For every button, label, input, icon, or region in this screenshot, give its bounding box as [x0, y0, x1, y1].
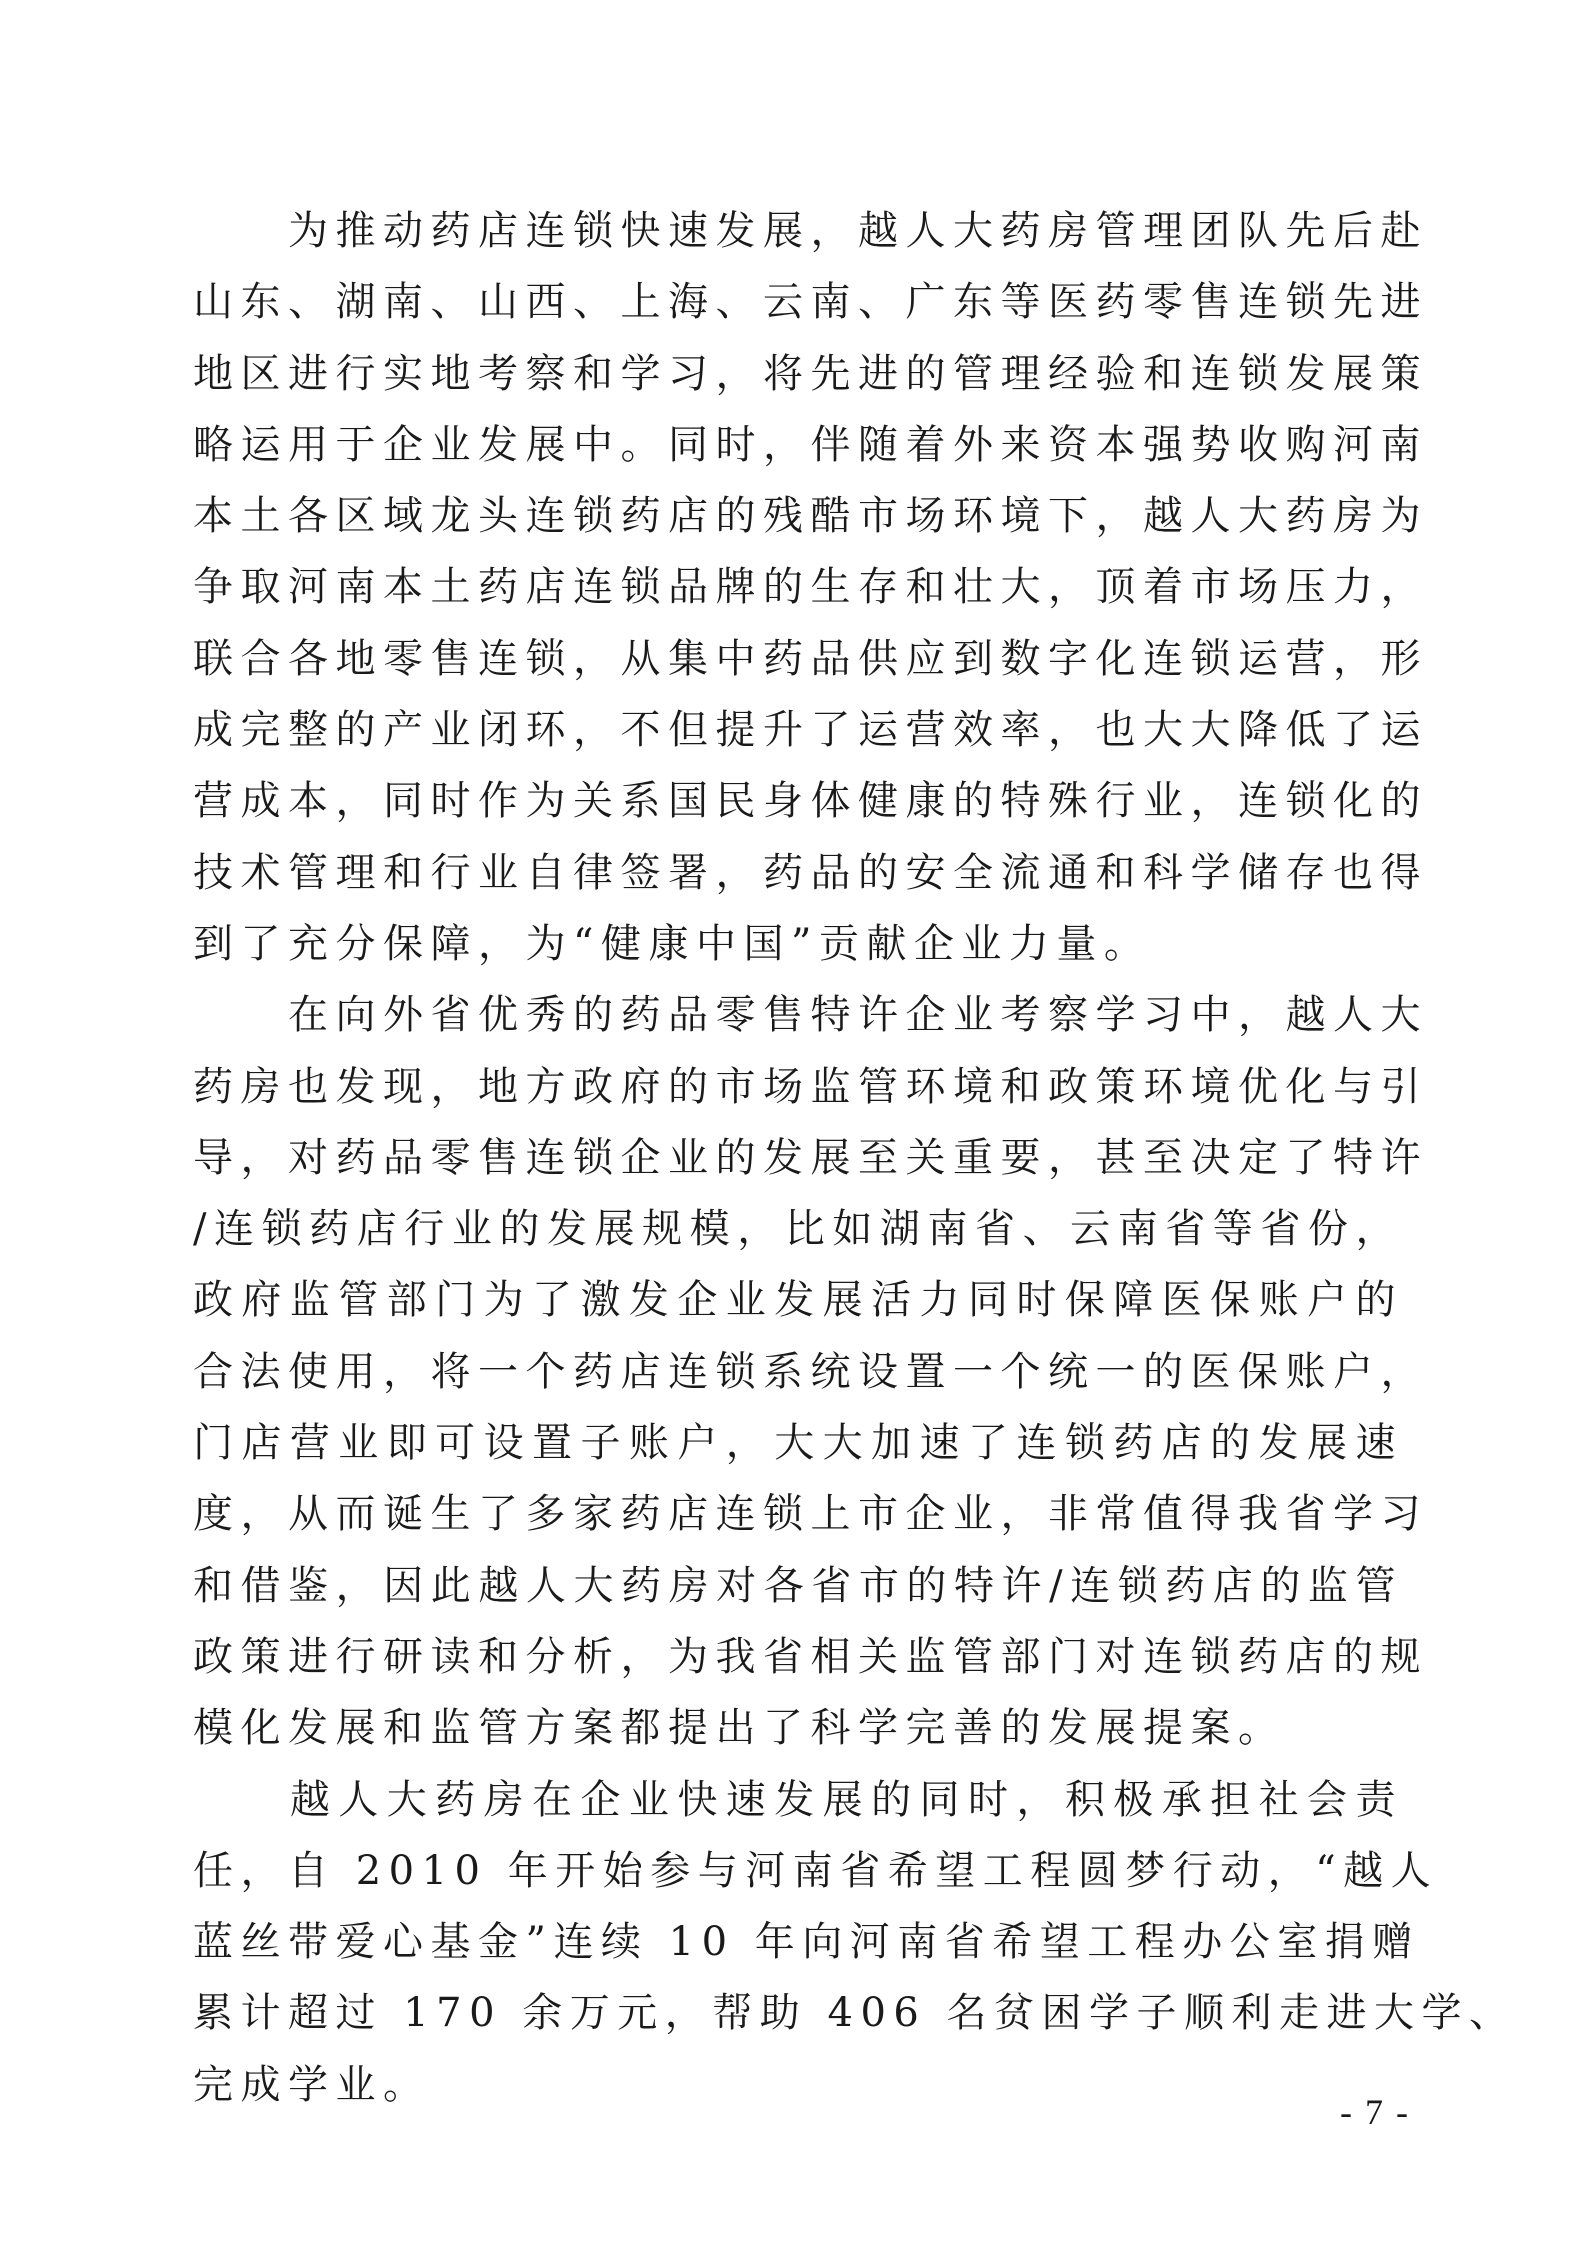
text-line: 门店营业即可设置子账户，大大加速了连锁药店的发展速: [193, 1420, 1403, 1467]
page-number: - 7 -: [1340, 2092, 1410, 2132]
text-line: 营成本，同时作为关系国民身体健康的特殊行业，连锁化的: [193, 778, 1428, 825]
text-line: 合法使用，将一个药店连锁系统设置一个统一的医保账户，: [193, 1348, 1428, 1395]
text-line: 累计超过 170 余万元，帮助 406 名贫困学子顺利走进大学、: [193, 1990, 1517, 2037]
text-line: 山东、湖南、山西、上海、云南、广东等医药零售连锁先进: [193, 279, 1428, 326]
text-line: 到了充分保障，为“健康中国”贡献企业力量。: [193, 920, 1152, 967]
text-line: 完成学业。: [193, 2061, 431, 2108]
document-body: [193, 196, 1517, 2121]
text-line: 导，对药品零售连锁企业的发展至关重要，甚至决定了特许: [193, 1134, 1428, 1181]
text-line: 模化发展和监管方案都提出了科学完善的发展提案。: [193, 1705, 1286, 1752]
paragraph-3: [193, 1765, 1517, 2121]
text-line: 和借鉴，因此越人大药房对各省市的特许/连锁药店的监管: [193, 1562, 1403, 1609]
text-line: 为推动药店连锁快速发展，越人大药房管理团队先后赴: [193, 208, 1428, 254]
text-line: 地区进行实地考察和学习，将先进的管理经验和连锁发展策: [193, 350, 1428, 397]
paragraph-1: [193, 196, 1428, 980]
text-line: 联合各地零售连锁，从集中药品供应到数字化连锁运营，形: [193, 635, 1428, 682]
text-line: 越人大药房在企业快速发展的同时，积极承担社会责: [193, 1776, 1403, 1823]
text-line: 任，自 2010 年开始参与河南省希望工程圆梦行动，“越人: [193, 1847, 1439, 1894]
text-line: 度，从而诞生了多家药店连锁上市企业，非常值得我省学习: [193, 1491, 1428, 1538]
text-line: 争取河南本土药店连锁品牌的生存和壮大，顶着市场压力，: [193, 564, 1428, 611]
text-line: /连锁药店行业的发展规模，比如湖南省、云南省等省份，: [193, 1206, 1403, 1253]
paragraph-2: [193, 980, 1428, 1764]
text-line: 在向外省优秀的药品零售特许企业考察学习中，越人大: [193, 992, 1428, 1039]
text-line: 技术管理和行业自律签署，药品的安全流通和科学储存也得: [193, 849, 1428, 896]
text-line: 政府监管部门为了激发企业发展活力同时保障医保账户的: [193, 1277, 1403, 1324]
text-line: 成完整的产业闭环，不但提升了运营效率，也大大降低了运: [193, 707, 1428, 754]
text-line: 蓝丝带爱心基金”连续 10 年向河南省希望工程办公室捐赠: [193, 1919, 1420, 1966]
text-line: 政策进行研读和分析，为我省相关监管部门对连锁药店的规: [193, 1633, 1428, 1680]
text-line: 药房也发现，地方政府的市场监管环境和政策环境优化与引: [193, 1063, 1428, 1110]
text-line: 略运用于企业发展中。同时，伴随着外来资本强势收购河南: [193, 421, 1428, 468]
text-line: 本土各区域龙头连锁药店的残酷市场环境下，越人大药房为: [193, 493, 1428, 540]
